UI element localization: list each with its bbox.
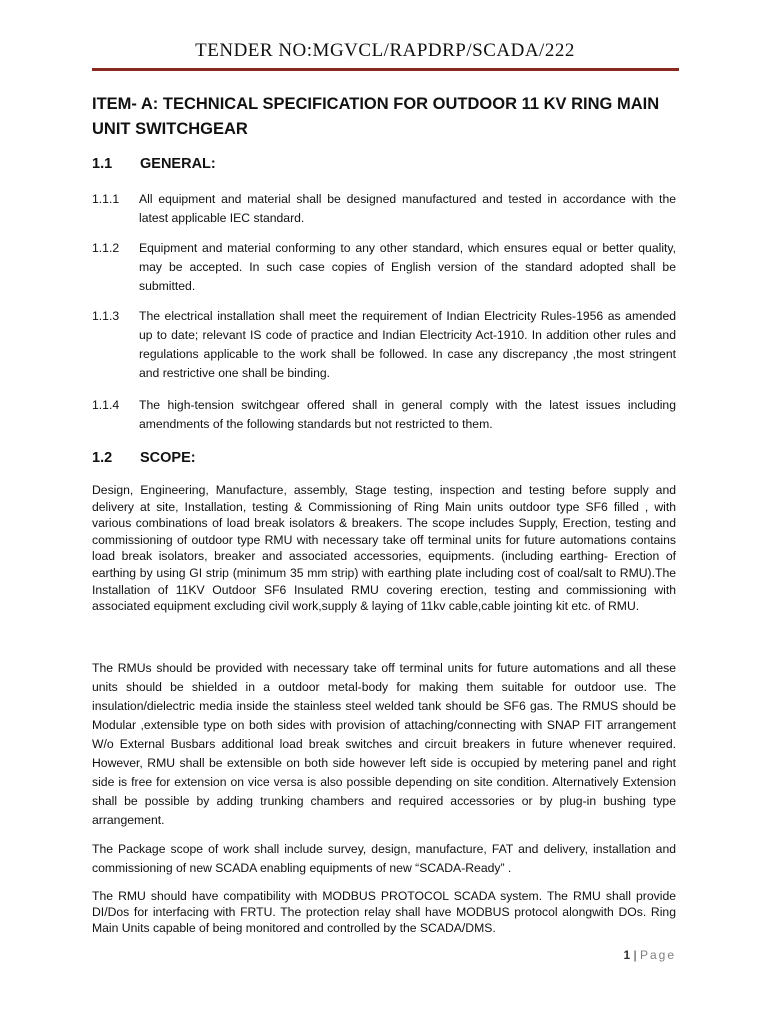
header-divider — [92, 68, 679, 71]
page-label: Page — [639, 948, 676, 962]
clause-1-1-1 — [92, 190, 676, 228]
footer-separator: | — [633, 948, 637, 962]
scope-paragraph-4: The RMU should have compatibility with MODBUS PROTOCOL SCADA system. The RMU shall provide DI/Dos for interfacing with FRTU. The protection relay shall have MODBUS protocol alongwith DOs. Ring Main Units capable of being monitored and controlled by the SCADA/DMS. — [92, 889, 676, 935]
page-footer — [623, 948, 676, 962]
clause-text: The electrical installation shall meet the requirement of Indian Electricity Rules-1956 as amended up to date; relevant IS code of practice and Indian Electricity Act-1910. In addition other rules and regulations applicable to the work shall be followed. In case any discrepancy ,the most stringent and restrictive one shall be binding. — [139, 309, 676, 380]
section-heading-general — [92, 156, 678, 172]
clause-number: 1.1.3 — [92, 309, 120, 323]
page-number: 1 — [623, 948, 631, 962]
clause-number: 1.1.4 — [92, 398, 120, 412]
document-title: ITEM- A: TECHNICAL SPECIFICATION FOR OUTDOOR 11 KV RING MAIN UNIT SWITCHGEAR — [92, 95, 660, 138]
section-number: 1.1 — [92, 156, 113, 172]
section-title: SCOPE: — [140, 450, 196, 466]
tender-header: TENDER NO:MGVCL/RAPDRP/SCADA/222 — [195, 40, 575, 61]
section-number: 1.2 — [92, 450, 113, 466]
scope-paragraph-2: The RMUs should be provided with necessary take off terminal units for future automations and all these units should be shielded in a outdoor metal-body for making them suitable for outdoor use. The insulation/dielectric media inside the stainless steel welded tank should be SF6 gas. The RMUS should be Modular ,extensible type on both sides with provision of attaching/connecting with SNAP FIT arrangement W/o External Busbars additional load break switches and circuit breakers in future whenever required. However, RMU shall be extensible on both side however left side is occupied by metering panel and right side is free for extension on vice versa is also possible depending on site condition. Alternatively Extension shall be possible by adding trunking chambers and required accessories or by plug-in bushing type arrangement. — [92, 661, 676, 827]
clause-text: All equipment and material shall be designed manufactured and tested in accordance with the latest applicable IEC standard. — [139, 192, 676, 225]
section-heading-scope — [92, 450, 678, 466]
scope-paragraph-3: The Package scope of work shall include survey, design, manufacture, FAT and delivery, installation and commissioning of new SCADA enabling equipments of new “SCADA-Ready” . — [92, 842, 676, 875]
section-title: GENERAL: — [140, 156, 216, 172]
clause-text: The high-tension switchgear offered shall in general comply with the latest issues including amendments of the following standards but not restricted to them. — [139, 398, 676, 431]
clause-1-1-4 — [92, 396, 676, 434]
clause-1-1-2 — [92, 239, 676, 296]
scope-paragraph-1: Design, Engineering, Manufacture, assembly, Stage testing, inspection and testing before supply and delivery at site, Installation, testing & Commissioning of Ring Main units outdoor type SF6 filled , with various combinations of load break isolators & breakers. The scope includes Supply, Erection, testing and commissioning of outdoor type RMU with necessary take off terminal units for future automations contains load break isolators, breaker and associated accessories, equipments. (including earthing- Erection of earthing by using GI strip (minimum 35 mm strip) with earthing plate including cost of coal/salt to RMU).The Installation of 11KV Outdoor SF6 Insulated RMU covering erection, testing and commissioning with associated equipment excluding civil work,supply & laying of 11kv cable,cable jointing kit etc. of RMU. — [92, 483, 676, 614]
clause-number: 1.1.1 — [92, 192, 120, 206]
clause-number: 1.1.2 — [92, 241, 120, 255]
clause-1-1-3 — [92, 307, 676, 383]
clause-text: Equipment and material conforming to any other standard, which ensures equal or better quality, may be accepted. In such case copies of English version of the standard adopted shall be submitted. — [139, 241, 676, 293]
